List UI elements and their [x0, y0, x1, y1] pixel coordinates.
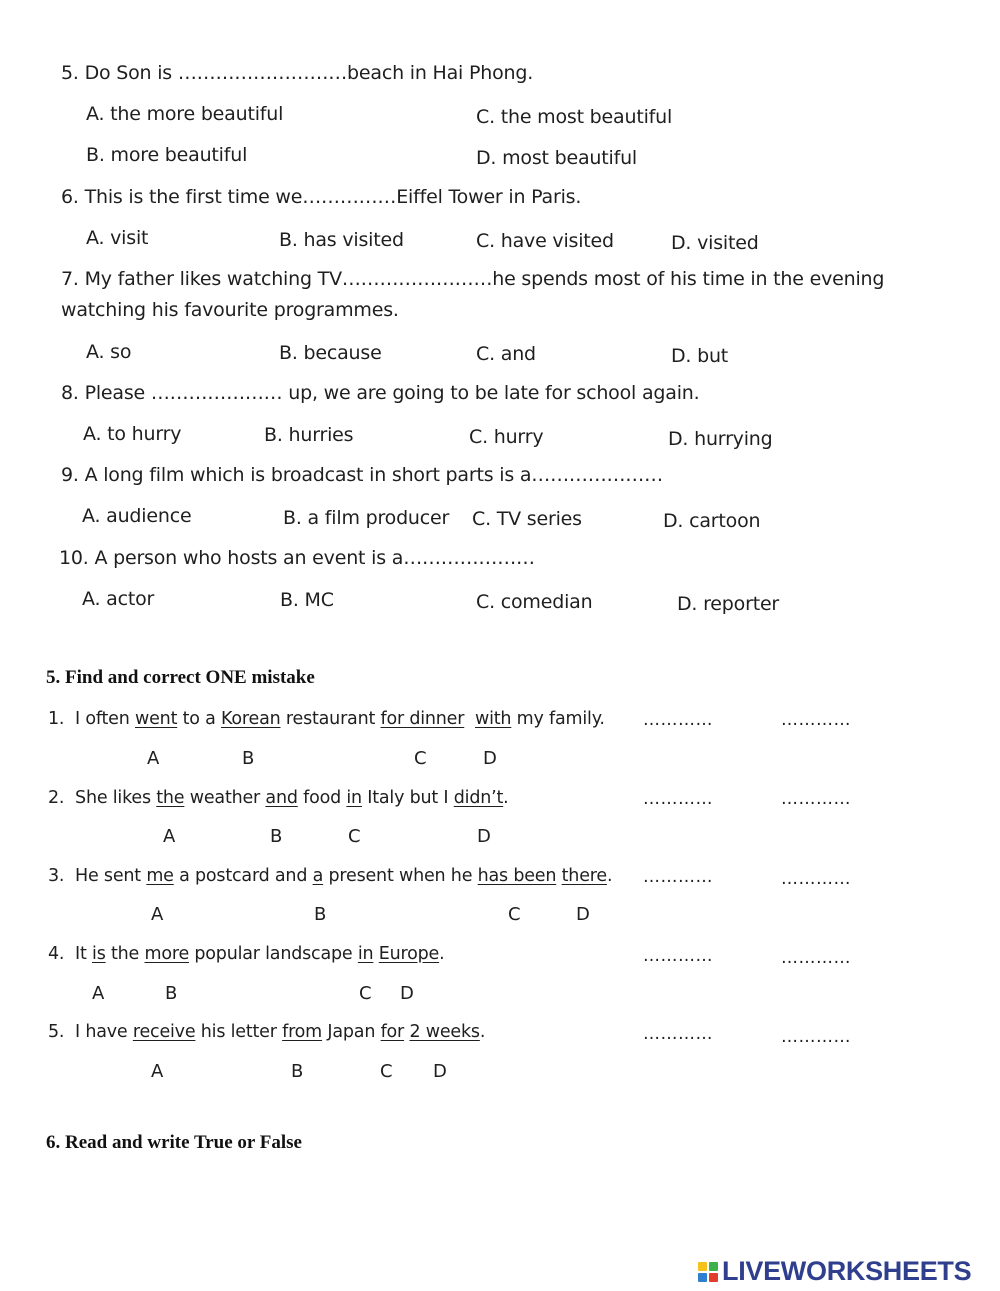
mistake-item-2: 2. She likes the weather and food in Italy but I didn’t.: [48, 788, 509, 808]
underlined-b: and: [265, 788, 298, 808]
label-d: D: [400, 983, 414, 1004]
underlined-d: 2 weeks: [409, 1022, 480, 1042]
label-b: B: [270, 826, 283, 847]
question-10: 10. A person who hosts an event is a…………………: [59, 547, 535, 569]
question-6: 6. This is the first time we……………Eiffel Tower in Paris.: [61, 186, 582, 208]
question-8: 8. Please ………………… up, we are going to be late for school again.: [61, 382, 700, 404]
option-d[interactable]: D. reporter: [677, 593, 780, 615]
label-a: A: [92, 983, 105, 1004]
label-c: C: [414, 748, 427, 769]
underlined-a: went: [135, 709, 178, 729]
option-c[interactable]: C. TV series: [472, 508, 582, 530]
option-d[interactable]: D. cartoon: [663, 510, 761, 532]
answer-blank-5[interactable]: …………: [643, 1024, 713, 1044]
underlined-a: the: [156, 788, 185, 808]
underlined-b: more: [144, 944, 190, 964]
option-d[interactable]: D. but: [671, 345, 729, 367]
underlined-d: didn’t: [453, 788, 504, 808]
answer-blank-2[interactable]: …………: [643, 789, 713, 809]
logo-text: LIVEWORKSHEETS: [722, 1256, 972, 1286]
correction-blank-3[interactable]: …………: [781, 869, 851, 889]
label-d: D: [576, 904, 590, 925]
question-7-cont: watching his favourite programmes.: [61, 299, 399, 321]
option-c[interactable]: C. comedian: [476, 591, 593, 613]
label-c: C: [380, 1061, 393, 1082]
mistake-item-3: 3. He sent me a postcard and a present when he has been there.: [48, 866, 613, 886]
underlined-d: Europe: [378, 944, 440, 964]
underlined-b: a: [312, 866, 324, 886]
label-d: D: [433, 1061, 447, 1082]
label-d: D: [483, 748, 497, 769]
option-a[interactable]: A. to hurry: [83, 423, 182, 445]
underlined-c: for dinner: [380, 709, 465, 729]
mistake-item-4: 4. It is the more popular landscape in Europe.: [48, 944, 445, 964]
answer-blank-3[interactable]: …………: [643, 867, 713, 887]
option-a[interactable]: A. the more beautiful: [86, 103, 284, 125]
option-a[interactable]: A. audience: [82, 505, 192, 527]
option-a[interactable]: A. actor: [82, 588, 155, 610]
underlined-a: is: [92, 944, 106, 964]
mistake-item-5: 5. I have receive his letter from Japan for 2 weeks.: [48, 1022, 486, 1042]
section-5-title: 5. Find and correct ONE mistake: [46, 667, 315, 688]
option-b[interactable]: B. more beautiful: [86, 144, 248, 166]
option-d[interactable]: D. hurrying: [668, 428, 773, 450]
option-b[interactable]: B. because: [279, 342, 382, 364]
correction-blank-4[interactable]: …………: [781, 948, 851, 968]
option-a[interactable]: A. so: [86, 341, 132, 363]
answer-blank-4[interactable]: …………: [643, 946, 713, 966]
underlined-d: there: [561, 866, 607, 886]
correction-blank-5[interactable]: …………: [781, 1027, 851, 1047]
question-9: 9. A long film which is broadcast in short parts is a…………………: [61, 464, 663, 486]
liveworksheets-logo: [698, 1256, 971, 1287]
item-number: 2.: [48, 788, 65, 808]
underlined-c: has been: [477, 866, 557, 886]
option-d[interactable]: D. visited: [671, 232, 759, 254]
question-7: 7. My father likes watching TV……………………he spends most of his time in the evening: [61, 268, 885, 290]
label-b: B: [242, 748, 255, 769]
section-6-title: 6. Read and write True or False: [46, 1132, 302, 1153]
option-c[interactable]: C. hurry: [469, 426, 544, 448]
label-a: A: [151, 1061, 164, 1082]
label-a: A: [151, 904, 164, 925]
correction-blank-1[interactable]: …………: [781, 710, 851, 730]
option-b[interactable]: B. hurries: [264, 424, 354, 446]
label-b: B: [314, 904, 327, 925]
label-c: C: [348, 826, 361, 847]
option-a[interactable]: A. visit: [86, 227, 149, 249]
label-b: B: [165, 983, 178, 1004]
mistake-item-1: 1. I often went to a Korean restaurant for dinner with my family.: [48, 709, 605, 729]
option-c[interactable]: C. have visited: [476, 230, 614, 252]
underlined-b: Korean: [221, 709, 281, 729]
underlined-c: in: [346, 788, 362, 808]
item-number: 4.: [48, 944, 65, 964]
label-d: D: [477, 826, 491, 847]
correction-blank-2[interactable]: …………: [781, 789, 851, 809]
logo-blocks-icon: [698, 1262, 718, 1282]
option-b[interactable]: B. MC: [280, 589, 334, 611]
option-d[interactable]: D. most beautiful: [476, 147, 638, 169]
label-c: C: [359, 983, 372, 1004]
label-c: C: [508, 904, 521, 925]
label-a: A: [147, 748, 160, 769]
option-b[interactable]: B. has visited: [279, 229, 404, 251]
underlined-a: receive: [132, 1022, 196, 1042]
option-b[interactable]: B. a film producer: [283, 507, 450, 529]
underlined-d: with: [474, 709, 512, 729]
label-a: A: [163, 826, 176, 847]
underlined-b: from: [282, 1022, 323, 1042]
label-b: B: [291, 1061, 304, 1082]
question-5: 5. Do Son is ………………………beach in Hai Phong.: [61, 62, 534, 84]
answer-blank-1[interactable]: …………: [643, 710, 713, 730]
item-number: 3.: [48, 866, 65, 886]
item-number: 5.: [48, 1022, 65, 1042]
option-c[interactable]: C. and: [476, 343, 536, 365]
underlined-c: for: [380, 1022, 405, 1042]
underlined-c: in: [357, 944, 374, 964]
option-c[interactable]: C. the most beautiful: [476, 106, 673, 128]
item-number: 1.: [48, 709, 65, 729]
underlined-a: me: [146, 866, 174, 886]
